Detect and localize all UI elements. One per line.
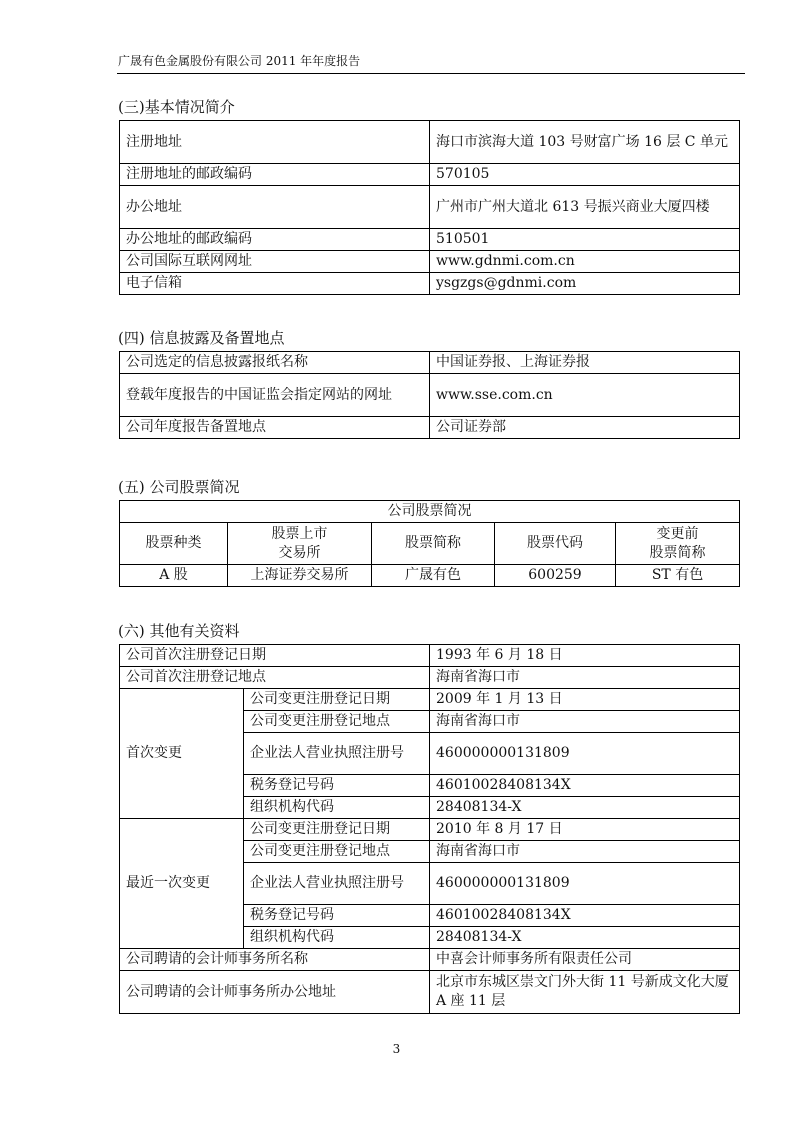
table-row bbox=[120, 667, 740, 689]
row-value: 中国证券报、上海证券报 bbox=[430, 352, 740, 374]
row-label: 公司变更注册登记地点 bbox=[244, 841, 430, 863]
section6-title: (六) 其他有关资料 bbox=[118, 622, 240, 640]
row-label: 税务登记号码 bbox=[244, 905, 430, 927]
table-row bbox=[120, 645, 740, 667]
row-value: 公司证券部 bbox=[430, 417, 740, 439]
section3-title: (三)基本情况简介 bbox=[118, 98, 235, 116]
row-value: 46010028408134X bbox=[430, 775, 740, 797]
section5-title: (五) 公司股票简况 bbox=[118, 478, 240, 496]
stock-table-title: 公司股票简况 bbox=[120, 501, 740, 523]
stock-short-name: 广晟有色 bbox=[372, 565, 495, 587]
table-header-row bbox=[120, 523, 740, 565]
row-label: 公司首次注册登记日期 bbox=[120, 645, 430, 667]
row-value: 海南省海口市 bbox=[430, 667, 740, 689]
disclosure-table bbox=[119, 351, 740, 439]
row-value: 海南省海口市 bbox=[430, 711, 740, 733]
row-value: 28408134-X bbox=[430, 797, 740, 819]
row-value: ysgzgs@gdnmi.com bbox=[430, 273, 740, 295]
row-value: 广州市广州大道北 613 号振兴商业大厦四楼 bbox=[430, 186, 740, 229]
row-label: 公司首次注册登记地点 bbox=[120, 667, 430, 689]
table-row bbox=[120, 251, 740, 273]
row-value: 中喜会计师事务所有限责任公司 bbox=[430, 949, 740, 971]
stock-prev-name: ST 有色 bbox=[616, 565, 740, 587]
row-label: 注册地址的邮政编码 bbox=[120, 164, 430, 186]
column-header: 股票简称 bbox=[372, 523, 495, 565]
row-label: 办公地址 bbox=[120, 186, 430, 229]
latest-change-label: 最近一次变更 bbox=[120, 819, 244, 949]
column-header: 股票代码 bbox=[495, 523, 616, 565]
row-label: 公司聘请的会计师事务所名称 bbox=[120, 949, 430, 971]
stock-exchange: 上海证券交易所 bbox=[228, 565, 372, 587]
page-number: 3 bbox=[392, 1042, 401, 1056]
row-label: 公司国际互联网网址 bbox=[120, 251, 430, 273]
row-value: 570105 bbox=[430, 164, 740, 186]
row-value: 46010028408134X bbox=[430, 905, 740, 927]
table-row bbox=[120, 273, 740, 295]
row-value: 1993 年 6 月 18 日 bbox=[430, 645, 740, 667]
stock-type: A 股 bbox=[120, 565, 228, 587]
row-value: 2010 年 8 月 17 日 bbox=[430, 819, 740, 841]
row-label: 公司聘请的会计师事务所办公地址 bbox=[120, 971, 430, 1014]
row-label: 登载年度报告的中国证监会指定网站的网址 bbox=[120, 374, 430, 417]
row-label: 公司选定的信息披露报纸名称 bbox=[120, 352, 430, 374]
row-value: 海南省海口市 bbox=[430, 841, 740, 863]
row-value: 28408134-X bbox=[430, 927, 740, 949]
table-row bbox=[120, 819, 740, 841]
row-label: 公司变更注册登记日期 bbox=[244, 689, 430, 711]
row-label: 企业法人营业执照注册号 bbox=[244, 863, 430, 905]
row-label: 公司变更注册登记日期 bbox=[244, 819, 430, 841]
table-row bbox=[120, 949, 740, 971]
row-value: 460000000131809 bbox=[430, 863, 740, 905]
row-label: 公司变更注册登记地点 bbox=[244, 711, 430, 733]
row-label: 注册地址 bbox=[120, 121, 430, 164]
row-value: 460000000131809 bbox=[430, 733, 740, 775]
row-value: www.sse.com.cn bbox=[430, 374, 740, 417]
other-info-table bbox=[119, 644, 740, 1014]
column-header: 股票种类 bbox=[120, 523, 228, 565]
row-value: www.gdnmi.com.cn bbox=[430, 251, 740, 273]
basic-info-table bbox=[119, 120, 740, 295]
row-value: 北京市东城区崇文门外大街 11 号新成文化大厦 A 座 11 层 bbox=[430, 971, 740, 1014]
row-label: 组织机构代码 bbox=[244, 797, 430, 819]
first-change-label: 首次变更 bbox=[120, 689, 244, 819]
table-row bbox=[120, 971, 740, 1014]
row-label: 组织机构代码 bbox=[244, 927, 430, 949]
table-row bbox=[120, 565, 740, 587]
table-row bbox=[120, 164, 740, 186]
table-row bbox=[120, 417, 740, 439]
table-row bbox=[120, 501, 740, 523]
row-label: 税务登记号码 bbox=[244, 775, 430, 797]
stock-code: 600259 bbox=[495, 565, 616, 587]
stock-table bbox=[119, 500, 740, 587]
column-header: 变更前 股票简称 bbox=[616, 523, 740, 565]
row-label: 办公地址的邮政编码 bbox=[120, 229, 430, 251]
section4-title: (四) 信息披露及备置地点 bbox=[118, 329, 285, 347]
table-row bbox=[120, 689, 740, 711]
row-value: 510501 bbox=[430, 229, 740, 251]
table-row bbox=[120, 229, 740, 251]
table-row bbox=[120, 186, 740, 229]
row-label: 企业法人营业执照注册号 bbox=[244, 733, 430, 775]
row-label: 公司年度报告备置地点 bbox=[120, 417, 430, 439]
table-row bbox=[120, 352, 740, 374]
header-rule bbox=[117, 73, 745, 74]
row-label: 电子信箱 bbox=[120, 273, 430, 295]
row-value: 2009 年 1 月 13 日 bbox=[430, 689, 740, 711]
column-header: 股票上市 交易所 bbox=[228, 523, 372, 565]
table-row bbox=[120, 121, 740, 164]
row-value: 海口市滨海大道 103 号财富广场 16 层 C 单元 bbox=[430, 121, 740, 164]
table-row bbox=[120, 374, 740, 417]
page-header: 广晟有色金属股份有限公司 2011 年年度报告 bbox=[118, 54, 361, 68]
